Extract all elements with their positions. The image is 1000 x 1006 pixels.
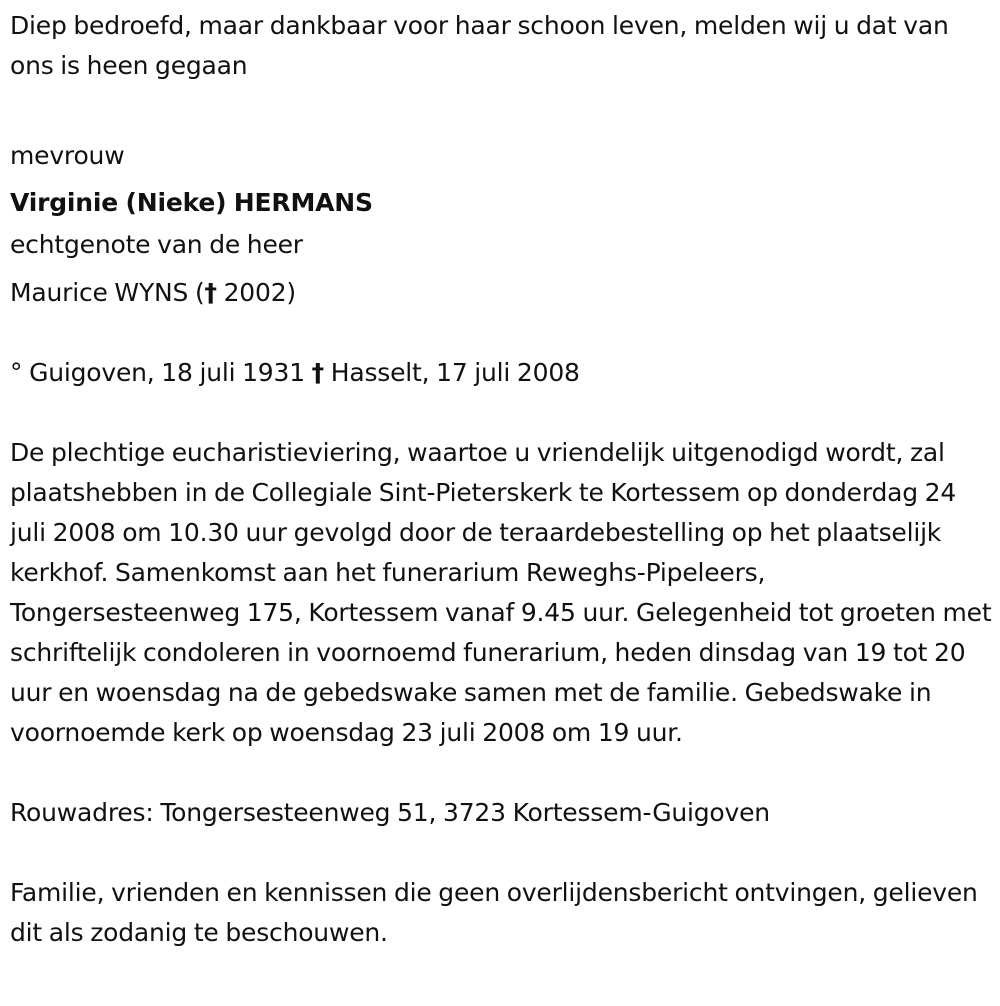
- birth-symbol: °: [10, 358, 23, 387]
- spouse-paren-open: (: [194, 278, 205, 307]
- spouse-death-year: 2002): [223, 278, 296, 307]
- birth-death-line: [10, 353, 995, 393]
- spouse-line: [10, 273, 995, 313]
- cross-icon: †: [311, 358, 324, 387]
- death-place-date: Hasselt, 17 juli 2008: [330, 358, 580, 387]
- honorific: mevrouw: [10, 141, 125, 170]
- obituary-notice: [10, 6, 995, 953]
- spacer: [10, 313, 995, 353]
- spacer: [10, 393, 995, 433]
- intro-text: Diep bedroefd, maar dankbaar voor haar schoon leven, melden wij u dat van ons is heen gegaan: [10, 11, 949, 80]
- spacer: [10, 86, 995, 126]
- ceremony-text: De plechtige eucharistieviering, waartoe u vriendelijk uitgenodigd wordt, zal plaatshebben in de Collegiale Sint-Pieterskerk te Kortessem op donderdag 24 juli 2008 om 10.30 uur gevolgd door de teraardebestelling op het plaatselijk kerkhof. Samenkomst aan het funerarium Reweghs-Pipeleers, Tongersesteenweg 175, Kortessem vanaf 9.45 uur. Gelegenheid tot groeten met schriftelijk condoleren in voornoemd funerarium, heden dinsdag van 19 tot 20 uur en woensdag na de gebedswake samen met de familie. Gebedswake in voornoemde kerk op woensdag 23 juli 2008 om 19 uur.: [10, 438, 992, 747]
- mourning-address: Rouwadres: Tongersesteenweg 51, 3723 Kortessem-Guigoven: [10, 798, 770, 827]
- spouse-name: Maurice WYNS: [10, 278, 189, 307]
- spacer: [10, 833, 995, 873]
- deceased-name: Virginie (Nieke) HERMANS: [10, 188, 373, 217]
- cross-icon: †: [204, 278, 217, 307]
- spacer: [10, 753, 995, 793]
- relation-text: echtgenote van de heer: [10, 230, 303, 259]
- closing-text: Familie, vrienden en kennissen die geen overlijdensbericht ontvingen, gelieven dit als zodanig te beschouwen.: [10, 878, 978, 947]
- birth-place-date: Guigoven, 18 juli 1931: [29, 358, 305, 387]
